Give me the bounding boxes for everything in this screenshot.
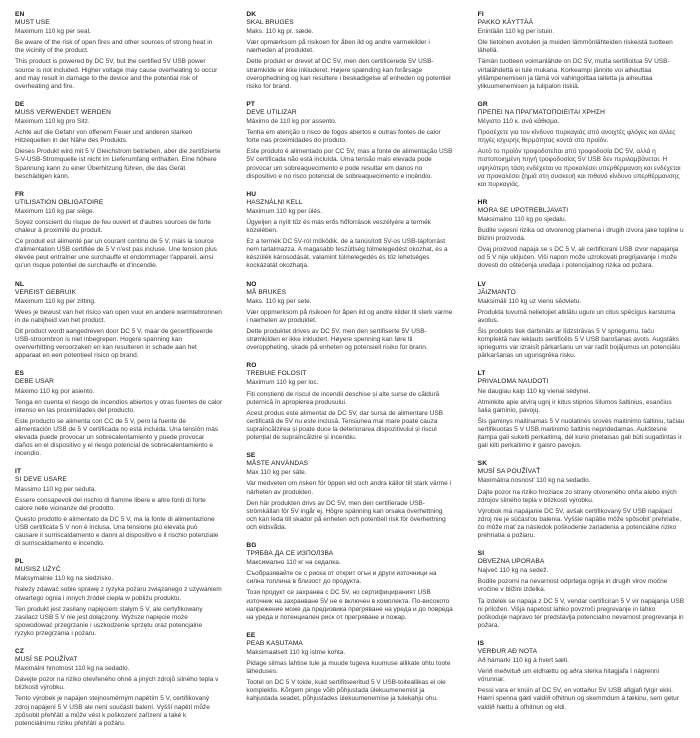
section-paragraph: Należy zdawać sobie sprawę z ryzyka pożaru związanego z używaniem otwartego ognia i innych źródeł ciepła w pobliżu produktu. <box>15 586 222 602</box>
language-code: SK <box>477 460 488 468</box>
section-heading: MUSISZ UŻYĆ <box>15 566 61 574</box>
section-heading: MORA SE UPOTREBLJAVATI <box>477 206 569 214</box>
section-paragraph: Verið meðvituð um eldhættu og aðra sterka hitagjafa í nágrenni vörunnar. <box>477 668 660 684</box>
section-heading: ТРЯБВА ДА СЕ ИЗПОЛЗВА <box>246 550 334 558</box>
section-paragraph: Budite svjesni rizika od otvorenog plamena i drugih izvora jake topline u blizini proizvoda. <box>477 227 684 243</box>
language-code: HR <box>477 198 488 206</box>
section-paragraph: Massimo 110 kg per seduta. <box>15 485 97 493</box>
section-heading: MUSÍ SE POUŽÍVAT <box>15 656 78 664</box>
language-section-en <box>15 11 222 91</box>
section-paragraph: Ta izdelek se napaja z DC 5 V, vendar certificiran 5 V vir napajanja USB ni priložen. Višja napetost lahko povzroči pregrevanje in lahko poškoduje napravo ter predstavlja potencialno nevarnost pregrevanja in požara. <box>477 597 685 629</box>
section-paragraph: Dajte pozor na riziko hroziace zo strany otvoreného ohňa alebo iných zdrojov silného tepla v blízkosti výrobku. <box>477 488 677 504</box>
section-paragraph: Dette produktet drives av DC 5V, men den sertifiserte 5V USB-strømkilden er ikke inkludert. Høyere spenning kan føre til overoppheting, skade på enheten og potensiell risiko for brann. <box>246 328 428 352</box>
section-paragraph: Achte auf die Gefahr von offenem Feuer und anderen starken Hitzequellen in der Nähe des Produkts. <box>15 129 193 145</box>
section-heading: ΠΡΕΠΕΙ ΝΑ ΠΡΑΓΜΑΤΟΠΟΙΕΙΤΑΙ ΧΡΗΣΗ <box>477 108 605 116</box>
language-section-si <box>478 550 685 630</box>
section-paragraph: Tootel on DC 5 V toide, kuid sertifitseeritud 5 V USB-toiteallikas ei ole komplektis. Kõrgem pinge võib põhjustada ülekuumenemist ja kahjustada seadet, põhjustades ülekuumenemise ja tulekahju ohu. <box>246 679 446 703</box>
section-paragraph: Maksimaalselt 110 kg istme kohta. <box>246 649 346 656</box>
section-paragraph: Ez a termék DC 5V-ról működik, de a tanúsított 5V-os USB-tápforrást nem tartalmazza. A magasabb feszültség túlmelegedést okozhat, és a készülék károsodását, valamint túlmelegedés és tűz lehetséges kockázatát okozhatja. <box>246 238 448 270</box>
section-paragraph: Tenha em atenção o risco de fogos abertos e outras fontes de calor forte nas proximidades do produto. <box>246 129 441 145</box>
section-paragraph: Този продукт се захранва с DC 5V, но сертифицираният USB източник на захранване 5V не е включен в комплекта. По-високото напрежение може да предизвика прегряване на уреда и до повреда на уреда и потенциален риск от прегряване и пожар. <box>246 589 453 621</box>
section-paragraph: Съобразявайте се с риска от открит огън и други източници на силна топлина в близост до продукта. <box>246 570 437 586</box>
section-paragraph: Dette produkt er drevet af DC 5V, men den certificerede 5V USB-strømkilde er ikke inkluderet. Højere spænding kan forårsage overophedning og kan resultere i beskadigelse af enheden og potentiel risiko for brand. <box>246 58 451 90</box>
section-heading: MÅ BRUKES <box>246 288 287 296</box>
language-code: EE <box>246 631 256 639</box>
section-heading: PEAB KASUTAMA <box>246 639 303 647</box>
section-paragraph: Ügyeljen a nyílt tűz és más erős hőforrások veszélyére a termék közelében. <box>246 218 431 235</box>
section-paragraph: Soyez conscient du risque de feu ouvert et d'autres sources de forte chaleur à proximité du produit. <box>15 218 211 235</box>
section-paragraph: Ne daugiau kaip 110 kg vienai sėdynei. <box>477 387 591 395</box>
section-paragraph: Dieses Produkt wird mit 5 V Gleichstrom betrieben, aber die zertifizierte 5-V-USB-Stromquelle ist nicht im Lieferumfang enthalten. Eine höhere Spannung kann zu einer Überhitzung führen, die das Gerät beschädigen kann. <box>15 148 221 180</box>
section-paragraph: Produkta tuvumā nelietojiet atklātu uguni un citus spēcīgus karstuma avotus. <box>477 308 676 324</box>
column-middle <box>246 11 453 714</box>
language-code: DK <box>246 11 257 18</box>
section-paragraph: Ce produit est alimenté par un courant continu de 5 V, mais la source d'alimentation USB certifiée de 5 V n'est pas incluse. Une tension plus élevée peut entraîner une surchauffe et endommager l'appareil, ainsi qu'un risque potentiel de surchauffe et d'incendie. <box>15 238 217 270</box>
language-code: FR <box>15 190 25 198</box>
column-left <box>15 11 222 738</box>
language-code: LV <box>477 280 486 288</box>
section-heading: MUST USE <box>15 19 50 27</box>
section-paragraph: Este producto se alimenta con CC de 5 V, pero la fuente de alimentación USB de 5 V certificada no está incluida. Una tensión más elevada puede provocar un sobrecalentamiento y puede provocar daños en el dispositivo y el riesgo potencial de sobrecalentamiento e incendio. <box>15 417 219 458</box>
section-paragraph: Acest produs este alimentat de DC 5V, dar sursa de alimentare USB certificată de 5V nu este inclusă. Tensiunea mai mare poate cauza supraîncălzirea și poate duce la deteriorarea dispozitivului și riscul potențial de supraîncălzire și incendiu. <box>246 409 443 442</box>
section-heading: MUSÍ SA POUŽÍVAŤ <box>477 468 541 476</box>
section-heading: DEBE USAR <box>15 378 55 386</box>
section-heading: SKAL BRUGES <box>246 19 294 27</box>
section-paragraph: Αυτό το προϊόν τροφοδοτείται από τροφοδοσία DC 5V, αλλά η πιστοποιημένη πηγή τροφοδοσίας 5V USB δεν περιλαμβάνεται. Η υψηλότερη τάση ενδέχεται να προκαλέσει υπερθέρμανση και ενδέχεται να προκαλέσει ζημιά στη συσκευή και πιθανό κίνδυνο υπερθέρμανσης και πυρκαγιάς. <box>477 148 681 188</box>
section-heading: MUSS VERWENDET WERDEN <box>15 108 112 116</box>
section-heading: HASZNÁLNI KELL <box>246 198 303 206</box>
section-paragraph: Ovaj proizvod napaja se s DC 5 V, ali certificirani USB izvor napajanja od 5 V nije uključen. Viši napon može uzrokovati pregrijavanje i može dovesti do oštećenja uređaja i potencijalnog rizika od požara. <box>477 246 679 270</box>
section-paragraph: Pidage silmas lahtise tule ja muude tugeva kuumuse allikate ohtu toote läheduses. <box>246 660 451 676</box>
column-right <box>478 11 685 722</box>
section-heading: JĀIZMANTO <box>477 288 516 296</box>
language-code: NL <box>15 280 25 288</box>
language-section-gr <box>478 101 685 189</box>
section-paragraph: Maximum 110 kg par siège. <box>15 207 95 215</box>
section-paragraph: Fiți conștienți de riscul de incendii deschise și alte surse de căldură puternică în apropierea produsului. <box>246 390 440 406</box>
section-paragraph: Dávejte pozor na riziko otevřeného ohně a jiných zdrojů silného tepla v blízkosti výrobku. <box>15 676 219 692</box>
language-code: DE <box>15 100 25 108</box>
section-paragraph: Var medveten om risken för öppen eld och andra källor till stark värme i närheten av produkten. <box>246 480 452 496</box>
section-paragraph: Šis gaminys maitinamas 5 V nuolatinės srovės maitinimo šaltiniu, tačiau sertifikuotas 5 V USB maitinimo šaltinis nepridedamas. Aukštesnė įtampa gali sukelti perkaitimą, dėl kurio prietaisas gali būti sugadintas ir gali kilti perkaitimo ir gaisro pavojus. <box>477 417 685 450</box>
section-paragraph: Máximo 110 kg por asiento. <box>15 387 95 395</box>
section-paragraph: Maximum 110 kg per zitting. <box>15 297 96 305</box>
language-code: HU <box>246 190 257 198</box>
section-paragraph: Þessi vara er knúin af DC 5V, en vottaður 5V USB aflgjafi fylgir ekki. Hærri spenna gæti valdið ofhitnun og skemmdum á tækinu, sem getur valdið hættu á ofhitnun og eldi. <box>477 687 679 711</box>
language-section-de <box>15 101 222 181</box>
section-paragraph: Max 110 kg per säte. <box>246 469 307 477</box>
section-heading: UTILISATION OBLIGATOIRE <box>15 198 104 206</box>
section-paragraph: Maksimalno 110 kg po sjedalu. <box>477 215 567 223</box>
section-paragraph: Maximum 110 kg per seat. <box>15 28 92 36</box>
language-section-bg <box>246 542 453 622</box>
section-paragraph: Ten produkt jest zasilany napięciem stałym 5 V, ale certyfikowany zasilacz USB 5 V nie jest dołączony. Wyższe napięcie może spowodować przegrzanie i uszkodzenie sprzętu oraz potencjalne ryzyko przegrzania i pożaru. <box>15 605 203 637</box>
language-section-hr <box>478 199 685 271</box>
section-heading: PAKKO KÄYTTÄÄ <box>477 19 534 27</box>
language-code: NO <box>246 280 257 288</box>
section-paragraph: Máximo de 110 kg por assento. <box>246 118 337 126</box>
language-section-se <box>246 452 453 532</box>
section-heading: MÅSTE ANVÄNDAS <box>246 460 309 468</box>
section-paragraph: Vær oppmerksom på risikoen for åpen ild og andre kilder til sterk varme i nærheten av produktet. <box>246 308 453 324</box>
language-code: ES <box>15 370 25 378</box>
language-section-lt <box>478 370 685 450</box>
language-code: GR <box>477 100 488 108</box>
section-paragraph: Atminkite apie atvirą ugnį ir kitus stiprios šilumos šaltinius, esančius šalia gaminio, pavojų. <box>477 398 672 414</box>
section-paragraph: This product is powered by DC 5V, but the certified 5V USB power source is not included. Higher voltage may cause overheating to occur and may result in damage to the device and the potential risk of overheating and fire. <box>15 58 218 90</box>
section-paragraph: Este produto é alimentado por CC 5V, mas a fonte de alimentação USB 5V certificada não está incluída. Uma tensão mais elevada pode provocar um sobreaquecimento e pode resultar em danos no dispositivo e no risco potencial de sobreaquecimento e incêndio. <box>246 148 453 180</box>
language-code: IS <box>477 639 485 647</box>
language-section-sk <box>478 460 685 540</box>
language-code: BG <box>246 541 257 549</box>
section-heading: VERÐUR AÐ NOTA <box>477 648 538 655</box>
section-paragraph: Vær opmærksom på risikoen for åben ild og andre varmekilder i nærheden af produktet. <box>246 39 430 55</box>
language-code: SE <box>246 452 256 460</box>
section-paragraph: Maximum 110 kg pro Sitz. <box>15 118 90 126</box>
language-section-is <box>478 640 685 712</box>
language-code: PL <box>15 558 24 566</box>
section-paragraph: Maks. 110 kg pr. sæde. <box>246 28 314 36</box>
language-code: PT <box>246 100 256 108</box>
section-heading: OBVEZNA UPORABA <box>477 558 545 566</box>
language-section-it <box>15 468 222 548</box>
language-section-nl <box>15 281 222 361</box>
section-paragraph: Maximum 110 kg per ülés. <box>246 207 323 215</box>
section-heading: VEREIST GEBRUIK <box>15 288 77 296</box>
language-section-no <box>246 281 453 353</box>
section-paragraph: Tento výrobek je napájen stejnosměrným napětím 5 V, certifikovaný zdroj napájení 5 V USB ale není součástí balení. Vyšší napětí může způsobit přehřátí a může vést k poškození zařízení a také k potenciálnímu riziku přehřátí a požáru. <box>15 695 210 727</box>
section-paragraph: Essere consapevoli del rischio di fiamme libere e altre fonti di forte calore nelle vicinanze del prodotto. <box>15 496 206 512</box>
section-paragraph: Največ 110 kg na sedež. <box>477 567 549 575</box>
section-paragraph: Maximální hmotnost 110 kg na sedadlo. <box>15 665 130 673</box>
language-section-cz <box>15 648 222 728</box>
section-heading: SI DEVE USARE <box>15 476 67 484</box>
section-paragraph: Enintään 110 kg per istuin. <box>477 28 555 36</box>
section-paragraph: Ole tietoinen avotulen ja muiden lämmönlähteiden riskeistä tuotteen lähellä. <box>477 39 673 55</box>
section-paragraph: Μέγιστο 110 κ. ανά κάθισμα. <box>477 118 560 126</box>
section-paragraph: Максимално 110 кг на седалка. <box>246 559 341 567</box>
section-paragraph: Questo prodotto è alimentato da DC 5 V, ma la fonte di alimentazione USB certificata 5 V non è inclusa. Una tensione più elevata può causare il surriscaldamento e danni al dispositivo e il rischio potenziale di surriscaldamento e incendio. <box>15 515 219 548</box>
language-code: LT <box>477 370 486 378</box>
language-code: EN <box>15 11 25 18</box>
language-section-ro <box>246 362 453 442</box>
section-paragraph: Maksymalnie 110 kg na siedzisko. <box>15 575 114 583</box>
language-section-ee <box>246 632 453 704</box>
language-section-fi <box>478 11 685 91</box>
section-paragraph: Wees je bewust van het risico van open vuur en andere warmtebronnen in de nabijheid van het product. <box>15 308 222 324</box>
language-section-hu <box>246 191 453 271</box>
language-section-pl <box>15 558 222 638</box>
section-paragraph: Maximum 110 kg per loc. <box>246 379 319 387</box>
section-paragraph: Bodite pozorni na nevarnost odprtega ognja in drugih virov močne vročine v bližini izdelka. <box>477 578 668 594</box>
section-paragraph: Be aware of the risk of open fires and other sources of strong heat in the vicinity of the product. <box>15 39 213 55</box>
section-paragraph: Maximálna nosnosť 110 kg na sedadlo. <box>477 477 591 485</box>
section-heading: DEVE UTILIZAR <box>246 108 297 116</box>
section-paragraph: Dit product wordt aangedreven door DC 5 V, maar de gecertificeerde USB-stroombron is niet inbegrepen. Hogere spanning kan oververhitting veroorzaken en kan resulteren in schade aan het apparaat en een potentieel risico op brand. <box>15 328 213 360</box>
section-paragraph: Šis produkts tiek darbināts ar līdzstrāvas 5 V spriegumu, taču komplektā nav iekļauts sertificēts 5 V USB barošanas avots. Augstāks spriegums var izraisīt pārkaršanu un var radīt bojājumus un potenciālu pārkaršanas un ugunsgrēka risku. <box>477 328 680 360</box>
section-paragraph: Προσέχετε για τον κίνδυνο πυρκαγιάς από ανοιχτές φλόγες και άλλες πηγές ισχυρής θερμότητας κοντά στο προϊόν. <box>477 129 676 145</box>
section-paragraph: Výrobok má napájanie DC 5V, avšak certifikovaný 5V USB napájací zdroj nie je súčasťou balenia. Vyššie napätie môže spôsobiť prehriatie, čo môže mať za následok poškodenie zariadenia a potenciálne riziko prehriatia a požiaru. <box>477 507 682 539</box>
section-paragraph: Maksimāli 110 kg uz vienu sēdvietu. <box>477 297 582 305</box>
language-section-pt <box>246 101 453 181</box>
language-code: IT <box>15 468 22 476</box>
section-heading: PRIVALOMA NAUDOTI <box>477 378 549 386</box>
language-code: FI <box>477 11 484 18</box>
section-paragraph: Maks. 110 kg per sete. <box>246 297 312 305</box>
language-code: SI <box>477 550 485 558</box>
section-paragraph: Den här produkten drivs av DC 5V, men den certifierade USB-strömkällan för 5V ingår ej. Högre spänning kan orsaka överhettning och kan leda till skador på enheten och potentiell risk för överhettning och eldsvåda. <box>246 499 446 531</box>
section-paragraph: Tämän tuotteen voimanlähde on DC 5V, mutta sertifioitua 5V USB-virtalähdettä ei tule mukana. Korkeampi jännite voi aiheuttaa ylilämpenemisen ja tämä voi vahingoittaa laitetta ja aiheuttaa ylikuumenemisen ja tulipalon riskiä. <box>477 58 670 90</box>
language-code: CZ <box>15 648 25 655</box>
section-paragraph: Að hámarki 110 kg á hvert sæti. <box>477 657 569 665</box>
language-section-dk <box>246 11 453 91</box>
section-paragraph: Tenga en cuenta el riesgo de incendios abiertos y otras fuentes de calor intenso en las proximidades del producto. <box>15 398 223 414</box>
language-code: RO <box>246 362 257 370</box>
language-section-fr <box>15 191 222 271</box>
language-section-es <box>15 370 222 458</box>
language-section-lv <box>478 281 685 361</box>
section-heading: TREBUIE FOLOSIT <box>246 370 307 378</box>
